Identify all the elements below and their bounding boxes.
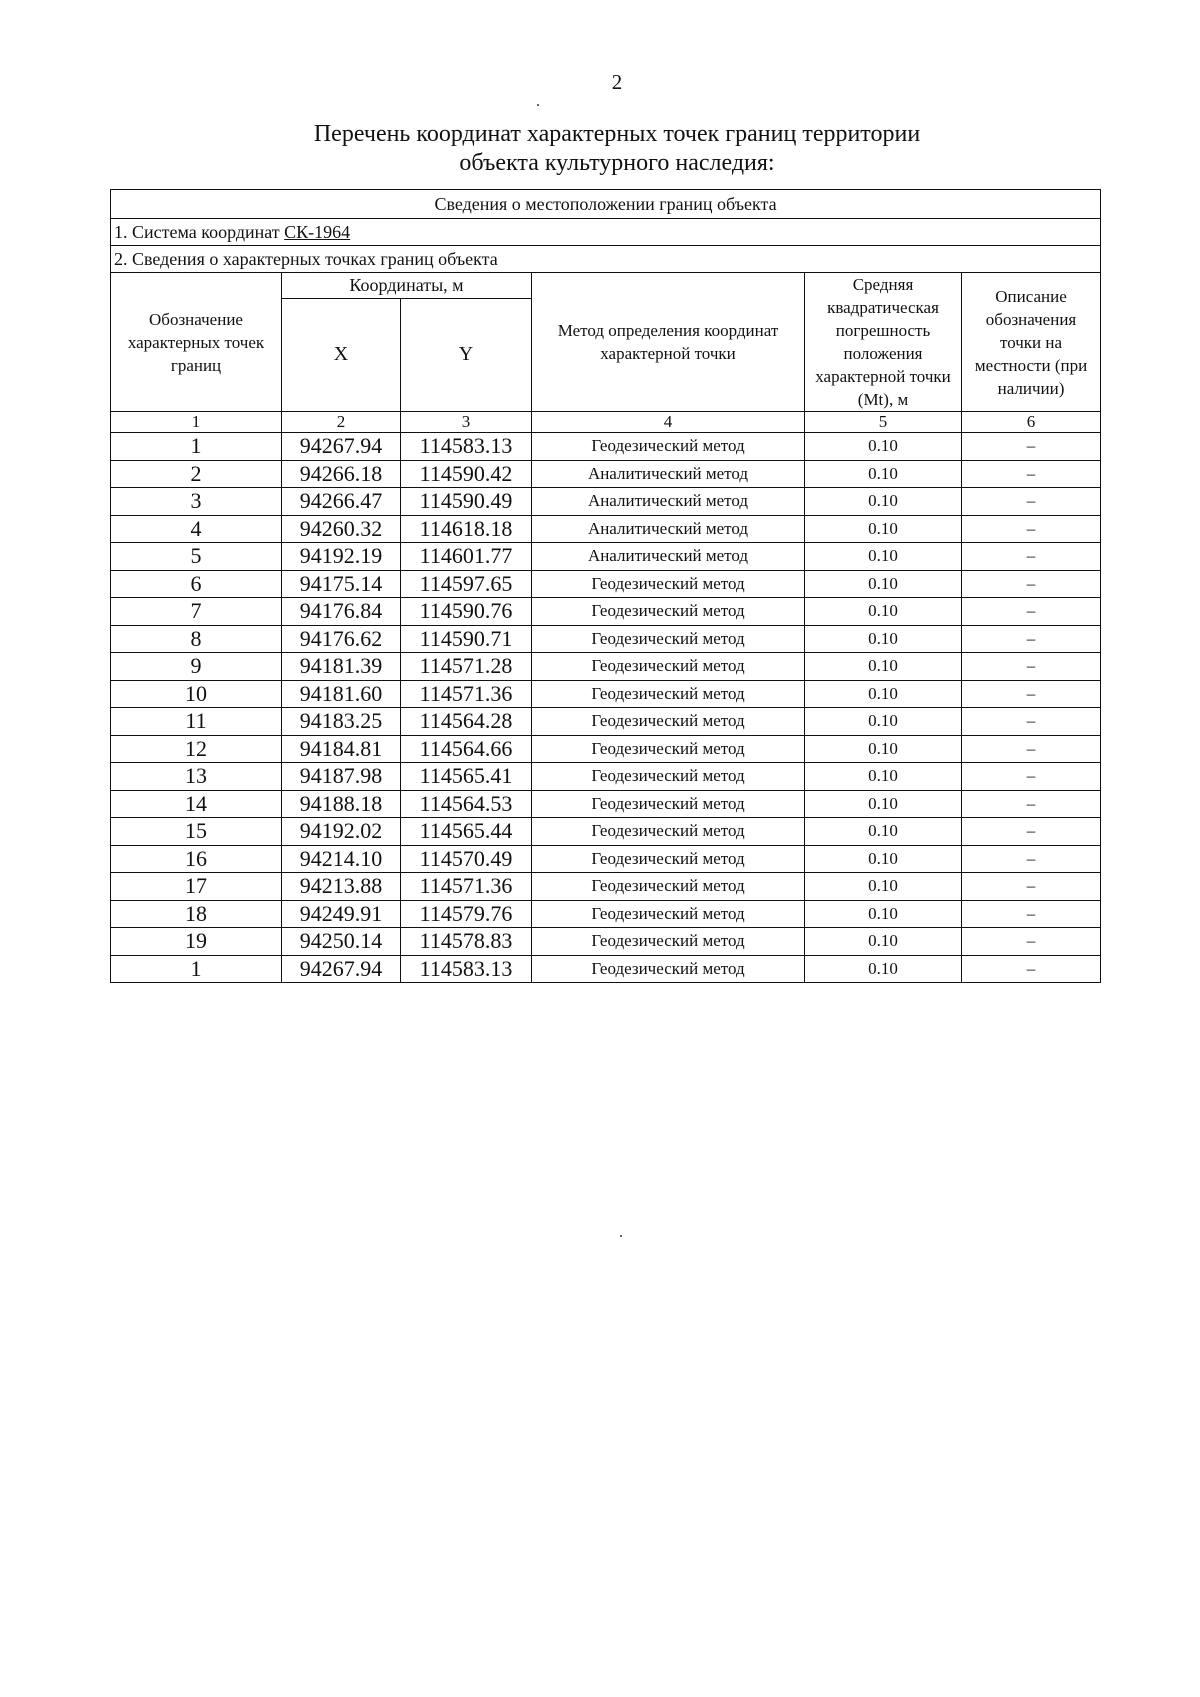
table-row xyxy=(111,625,1101,653)
error-cell: 0.10 xyxy=(805,460,962,488)
method-cell: Геодезический метод xyxy=(532,735,805,763)
error-cell: 0.10 xyxy=(805,900,962,928)
scan-speck xyxy=(537,104,539,106)
point-cell: 1 xyxy=(111,955,282,983)
error-cell: 0.10 xyxy=(805,680,962,708)
y-cell: 114564.53 xyxy=(401,790,532,818)
description-cell: – xyxy=(962,845,1101,873)
column-number: 4 xyxy=(532,412,805,433)
method-cell: Геодезический метод xyxy=(532,598,805,626)
description-cell: – xyxy=(962,598,1101,626)
point-cell: 10 xyxy=(111,680,282,708)
header-coordinates: Координаты, м xyxy=(282,273,532,299)
point-cell: 3 xyxy=(111,488,282,516)
x-cell: 94184.81 xyxy=(282,735,401,763)
method-cell: Геодезический метод xyxy=(532,928,805,956)
table-row xyxy=(111,598,1101,626)
x-cell: 94187.98 xyxy=(282,763,401,791)
y-cell: 114564.66 xyxy=(401,735,532,763)
table-row xyxy=(111,570,1101,598)
point-cell: 17 xyxy=(111,873,282,901)
header-y: Y xyxy=(401,298,532,411)
point-cell: 8 xyxy=(111,625,282,653)
x-cell: 94213.88 xyxy=(282,873,401,901)
method-cell: Геодезический метод xyxy=(532,845,805,873)
point-cell: 6 xyxy=(111,570,282,598)
method-cell: Геодезический метод xyxy=(532,873,805,901)
y-cell: 114565.41 xyxy=(401,763,532,791)
column-numbers-row xyxy=(111,412,1101,433)
description-cell: – xyxy=(962,708,1101,736)
coordinate-system-value: СК-1964 xyxy=(284,221,351,242)
description-cell: – xyxy=(962,928,1101,956)
table-row xyxy=(111,543,1101,571)
header-error xyxy=(805,273,962,412)
points-section-title: 2. Сведения о характерных точках границ объекта xyxy=(111,246,1101,273)
error-cell: 0.10 xyxy=(805,543,962,571)
column-number: 2 xyxy=(282,412,401,433)
error-cell: 0.10 xyxy=(805,873,962,901)
table-row xyxy=(111,845,1101,873)
error-cell: 0.10 xyxy=(805,433,962,461)
description-cell: – xyxy=(962,790,1101,818)
description-cell: – xyxy=(962,818,1101,846)
method-cell: Аналитический метод xyxy=(532,488,805,516)
y-cell: 114564.28 xyxy=(401,708,532,736)
column-number: 6 xyxy=(962,412,1101,433)
error-cell: 0.10 xyxy=(805,625,962,653)
description-cell: – xyxy=(962,515,1101,543)
method-cell: Геодезический метод xyxy=(532,680,805,708)
y-cell: 114601.77 xyxy=(401,543,532,571)
method-cell: Аналитический метод xyxy=(532,515,805,543)
x-cell: 94175.14 xyxy=(282,570,401,598)
column-number: 5 xyxy=(805,412,962,433)
description-cell: – xyxy=(962,543,1101,571)
x-cell: 94266.47 xyxy=(282,488,401,516)
point-cell: 12 xyxy=(111,735,282,763)
description-cell: – xyxy=(962,625,1101,653)
header-method: Метод определения координат характерной точки xyxy=(532,273,805,412)
description-cell: – xyxy=(962,570,1101,598)
x-cell: 94267.94 xyxy=(282,955,401,983)
y-cell: 114618.18 xyxy=(401,515,532,543)
point-cell: 9 xyxy=(111,653,282,681)
y-cell: 114597.65 xyxy=(401,570,532,598)
x-cell: 94183.25 xyxy=(282,708,401,736)
header-error-text: Средняя квадратическая погрешность положения характерной точки (Mt), м xyxy=(815,275,951,409)
table-row xyxy=(111,433,1101,461)
coordinate-system-label: 1. Система координат xyxy=(114,221,285,242)
x-cell: 94249.91 xyxy=(282,900,401,928)
column-number: 1 xyxy=(111,412,282,433)
method-cell: Геодезический метод xyxy=(532,790,805,818)
page-number: 2 xyxy=(611,70,623,94)
method-cell: Геодезический метод xyxy=(532,955,805,983)
error-cell: 0.10 xyxy=(805,488,962,516)
coordinates-table xyxy=(110,189,1101,983)
table-row xyxy=(111,928,1101,956)
header-x: X xyxy=(282,298,401,411)
error-cell: 0.10 xyxy=(805,653,962,681)
point-cell: 14 xyxy=(111,790,282,818)
y-cell: 114579.76 xyxy=(401,900,532,928)
method-cell: Геодезический метод xyxy=(532,653,805,681)
y-cell: 114583.13 xyxy=(401,433,532,461)
x-cell: 94260.32 xyxy=(282,515,401,543)
error-cell: 0.10 xyxy=(805,515,962,543)
table-row xyxy=(111,900,1101,928)
table-row xyxy=(111,735,1101,763)
error-cell: 0.10 xyxy=(805,735,962,763)
method-cell: Аналитический метод xyxy=(532,460,805,488)
method-cell: Аналитический метод xyxy=(532,543,805,571)
x-cell: 94181.60 xyxy=(282,680,401,708)
y-cell: 114590.49 xyxy=(401,488,532,516)
header-description: Описание обозначения точки на местности (при наличии) xyxy=(962,273,1101,412)
x-cell: 94192.02 xyxy=(282,818,401,846)
column-number: 3 xyxy=(401,412,532,433)
x-cell: 94267.94 xyxy=(282,433,401,461)
method-cell: Геодезический метод xyxy=(532,900,805,928)
method-cell: Геодезический метод xyxy=(532,570,805,598)
description-cell: – xyxy=(962,653,1101,681)
page-title xyxy=(0,120,1200,178)
y-cell: 114571.28 xyxy=(401,653,532,681)
x-cell: 94266.18 xyxy=(282,460,401,488)
table-row xyxy=(111,818,1101,846)
x-cell: 94181.39 xyxy=(282,653,401,681)
method-cell: Геодезический метод xyxy=(532,763,805,791)
y-cell: 114565.44 xyxy=(401,818,532,846)
y-cell: 114571.36 xyxy=(401,873,532,901)
point-cell: 13 xyxy=(111,763,282,791)
point-cell: 16 xyxy=(111,845,282,873)
description-cell: – xyxy=(962,460,1101,488)
description-cell: – xyxy=(962,900,1101,928)
error-cell: 0.10 xyxy=(805,955,962,983)
method-cell: Геодезический метод xyxy=(532,625,805,653)
description-cell: – xyxy=(962,488,1101,516)
point-cell: 15 xyxy=(111,818,282,846)
error-cell: 0.10 xyxy=(805,845,962,873)
y-cell: 114590.71 xyxy=(401,625,532,653)
x-cell: 94176.84 xyxy=(282,598,401,626)
error-cell: 0.10 xyxy=(805,763,962,791)
y-cell: 114570.49 xyxy=(401,845,532,873)
point-cell: 7 xyxy=(111,598,282,626)
point-cell: 4 xyxy=(111,515,282,543)
method-cell: Геодезический метод xyxy=(532,708,805,736)
table-row xyxy=(111,955,1101,983)
table-row xyxy=(111,460,1101,488)
x-cell: 94250.14 xyxy=(282,928,401,956)
page-title-line-1: Перечень координат характерных точек границ территории xyxy=(313,121,921,147)
page-title-line-2: объекта культурного наследия: xyxy=(459,150,775,176)
table-row xyxy=(111,515,1101,543)
section-title: Сведения о местоположении границ объекта xyxy=(111,190,1101,219)
x-cell: 94214.10 xyxy=(282,845,401,873)
error-cell: 0.10 xyxy=(805,598,962,626)
coordinate-system-row xyxy=(111,219,1101,246)
point-cell: 19 xyxy=(111,928,282,956)
y-cell: 114590.42 xyxy=(401,460,532,488)
method-cell: Геодезический метод xyxy=(532,818,805,846)
point-cell: 1 xyxy=(111,433,282,461)
point-cell: 2 xyxy=(111,460,282,488)
table-row xyxy=(111,790,1101,818)
table-row xyxy=(111,873,1101,901)
error-cell: 0.10 xyxy=(805,928,962,956)
table-row xyxy=(111,488,1101,516)
error-cell: 0.10 xyxy=(805,818,962,846)
description-cell: – xyxy=(962,955,1101,983)
point-cell: 18 xyxy=(111,900,282,928)
x-cell: 94192.19 xyxy=(282,543,401,571)
method-cell: Геодезический метод xyxy=(532,433,805,461)
error-cell: 0.10 xyxy=(805,570,962,598)
description-cell: – xyxy=(962,873,1101,901)
point-cell: 5 xyxy=(111,543,282,571)
description-cell: – xyxy=(962,735,1101,763)
description-cell: – xyxy=(962,680,1101,708)
description-cell: – xyxy=(962,433,1101,461)
x-cell: 94176.62 xyxy=(282,625,401,653)
table-row xyxy=(111,680,1101,708)
description-cell: – xyxy=(962,763,1101,791)
error-cell: 0.10 xyxy=(805,708,962,736)
x-cell: 94188.18 xyxy=(282,790,401,818)
table-row xyxy=(111,653,1101,681)
y-cell: 114571.36 xyxy=(401,680,532,708)
point-cell: 11 xyxy=(111,708,282,736)
table-row xyxy=(111,763,1101,791)
y-cell: 114583.13 xyxy=(401,955,532,983)
y-cell: 114590.76 xyxy=(401,598,532,626)
y-cell: 114578.83 xyxy=(401,928,532,956)
header-designation: Обозначение характерных точек границ xyxy=(111,273,282,412)
table-row xyxy=(111,708,1101,736)
scan-speck xyxy=(620,1235,622,1237)
error-cell: 0.10 xyxy=(805,790,962,818)
